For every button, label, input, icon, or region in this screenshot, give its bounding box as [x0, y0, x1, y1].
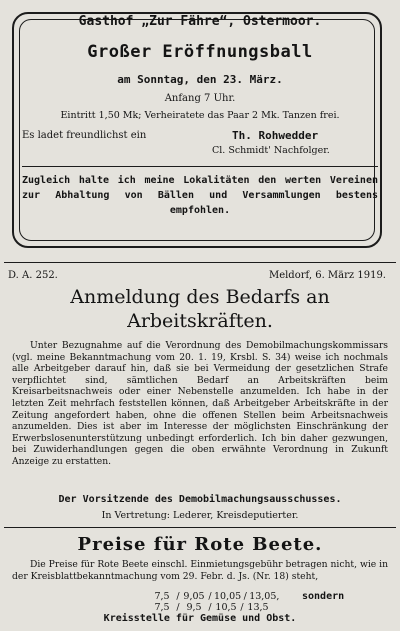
notice-title-line-1: Anmeldung des Bedarfs an: [70, 286, 330, 308]
notice-place-date: Meldorf, 6. März 1919.: [268, 270, 386, 281]
section-divider-bottom: [4, 527, 396, 528]
notice-title-line-2: Arbeitskräften.: [127, 310, 273, 332]
advert-prices: Eintritt 1,50 Mk; Verheiratete das Paar 2 Mk. Tanzen frei.: [60, 110, 340, 121]
beets-body: Die Preise für Rote Beete einschl. Einmietungsgebühr betragen nicht, wie in der Kreisblattbekanntmachung vom 29. Febr. d. Js. (Nr. 18) steht,: [12, 559, 388, 582]
notice-deputy: In Vertretung: Lederer, Kreisdeputierter.: [101, 510, 299, 521]
notice-signature: Der Vorsitzende des Demobilmachungsausschusses.: [58, 494, 342, 505]
beets-price-row-new: 7,5 / 9,5 / 10,5 / 13,5: [150, 602, 270, 613]
beets-price-cell: 10,05: [214, 591, 242, 602]
beets-price-cell: 10,5: [215, 602, 237, 613]
beets-price-cell: 13,05,: [249, 591, 280, 602]
beets-price-cell: 13,5: [247, 602, 269, 613]
advert-invitation: Es ladet freundlichst ein: [22, 130, 147, 141]
beets-sondern: sondern: [302, 591, 345, 602]
notice-body: Unter Bezugnahme auf die Verordnung des Demobilmachungskommissars (vgl. meine Bekanntmachung vom 20. 1. 19, Krsbl. S. 34) weise ich nochmals alle Arbeitgeber darauf hin, daß sie bei Vermeidung der gesetzlichen Strafe verpflichtet sind, sämtlichen Bedarf an Arbeitskräften beim Kreisarbeitsnachweis oder einer Nebenstelle anzumelden. Ich habe in der letzten Zeit mehrfach feststellen können, daß Arbeitgeber Arbeitskräfte in der Zeitung angefordert haben, ohne die offenen Stellen beim Arbeitsnachweis anzumelden. Dies ist aber im Interesse der möglichsten Einschränkung der Erwerbslosenunterstützung unbedingt erforderlich. Ich bin daher gezwungen, bei Zuwiderhandlungen gegen die oben erwähnte Verordnung in Zukunft Anzeige zu erstatten.: [12, 340, 388, 467]
section-divider-top: [4, 262, 396, 263]
advert-date: am Sonntag, den 23. März.: [117, 73, 283, 86]
beets-price-cell: 9,5: [186, 602, 202, 613]
notice-title: [0, 285, 400, 333]
beets-price-cell: 9,05: [183, 591, 205, 602]
beets-signature: Kreisstelle für Gemüse und Obst.: [103, 613, 297, 624]
advert-divider: [22, 166, 378, 167]
beets-price-cell: 7,5: [154, 602, 170, 613]
advert-host-name: Th. Rohwedder: [232, 129, 319, 142]
beets-price-row-old: 7,5 / 9,05 / 10,05 / 13,05,: [150, 591, 279, 602]
beets-title: Preise für Rote Beete.: [77, 534, 323, 555]
beets-price-cell: 7,5: [154, 591, 170, 602]
notice-reference: D. A. 252.: [8, 270, 58, 281]
advert-notice: Zugleich halte ich meine Lokalitäten den werten Vereinen zur Abhaltung von Bällen und Versammlungen bestens empfohlen.: [22, 175, 378, 216]
advert-successor: Cl. Schmidt' Nachfolger.: [212, 145, 330, 156]
advert-event-title: Großer Eröffnungsball: [87, 42, 313, 62]
advert-start-time: Anfang 7 Uhr.: [164, 93, 236, 104]
advert-heading: Gasthof „Zur Fähre“, Ostermoor.: [78, 14, 322, 29]
